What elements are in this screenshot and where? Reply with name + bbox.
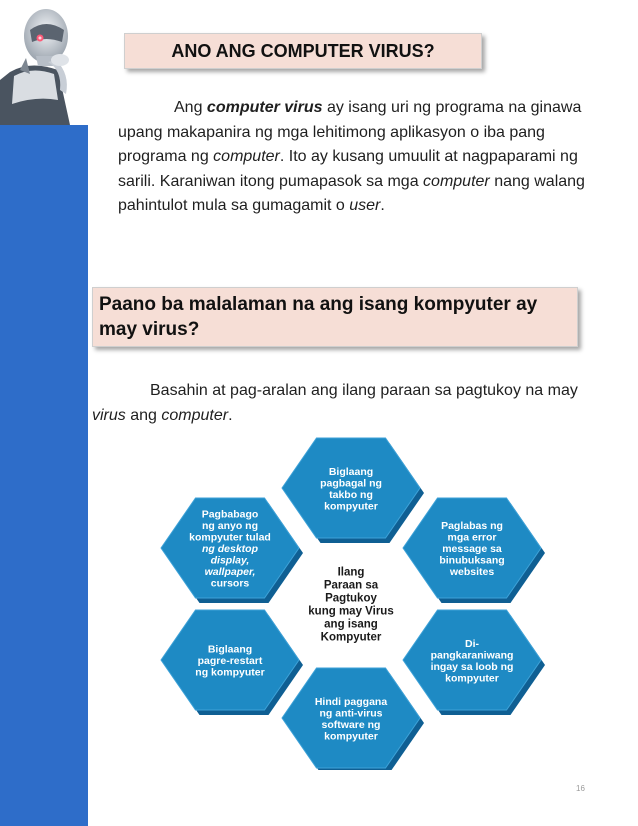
instruction-text-1: Basahin at pag-aralan ang ilang paraan sa pagtukoy na may bbox=[150, 382, 578, 399]
hexagon-label-line: ng kompyuter bbox=[195, 666, 265, 679]
hexagon-label-line: Biglaang bbox=[207, 643, 253, 656]
hexagon-label-line: kompyuter bbox=[324, 730, 378, 743]
instruction-paragraph bbox=[92, 378, 597, 428]
hexagon-label-line: message sa bbox=[442, 543, 502, 555]
center-label-line: ang isang bbox=[324, 618, 378, 631]
hexagon-label-line: ng anti-virus bbox=[319, 707, 383, 720]
hexagon-label-line: kompyuter bbox=[324, 500, 378, 513]
intro-term-computer-2: computer bbox=[423, 172, 490, 190]
hexagon-label-line: pagbagal ng bbox=[320, 477, 382, 490]
center-label-line: Kompyuter bbox=[320, 631, 382, 644]
page-title-text: ANO ANG COMPUTER VIRUS? bbox=[171, 40, 435, 61]
robot-icon bbox=[0, 0, 88, 125]
hexagon-label-line: binubuksang bbox=[439, 554, 505, 567]
hexagon-bottom bbox=[282, 668, 424, 770]
center-label bbox=[308, 567, 393, 644]
center-label-line: Pagtukoy bbox=[325, 592, 377, 605]
robot-image bbox=[0, 0, 88, 125]
hexagon-top-right bbox=[403, 498, 545, 603]
hexagon-label-line: takbo ng bbox=[329, 488, 373, 501]
instruction-term-computer: computer bbox=[161, 407, 229, 424]
section-heading bbox=[92, 287, 578, 347]
hexagon-top-left bbox=[161, 498, 303, 603]
page-title bbox=[124, 33, 482, 69]
intro-text-5: . bbox=[380, 197, 385, 214]
hexagon-label-line: mga error bbox=[447, 531, 497, 544]
hexagon-label-line: wallpaper, bbox=[204, 566, 256, 578]
instruction-term-virus: virus bbox=[92, 407, 126, 424]
hexagon-label-line: kompyuter tulad bbox=[189, 531, 271, 544]
hexagon-bottom-right bbox=[403, 610, 545, 715]
intro-paragraph bbox=[118, 96, 596, 219]
hexagon-label-line: ng anyo ng bbox=[202, 520, 258, 532]
hexagon-label-line: Pagbabago bbox=[201, 508, 259, 521]
hexagon-label-line: cursors bbox=[210, 577, 250, 590]
hexagon-label-line: pangkaraniwang bbox=[430, 649, 514, 662]
hexagon-label-line: kompyuter bbox=[445, 672, 499, 685]
section-heading-text: Paano ba malalaman na ang isang kompyuter ay may virus? bbox=[99, 294, 538, 340]
hexagon-label-line: Di- bbox=[465, 637, 479, 650]
center-label-line: Paraan sa bbox=[323, 579, 379, 592]
intro-text-3: . Ito ay kusang umuulit at nagpaparami ng sarili. Karaniwan itong pumapasok sa mga bbox=[118, 148, 578, 190]
page-number: 16 bbox=[576, 784, 585, 793]
virus-signs-diagram bbox=[150, 436, 552, 770]
hexagon-label-line: Hindi paggana bbox=[314, 695, 388, 708]
center-label-line: Ilang bbox=[337, 566, 365, 579]
instruction-text-2: ang bbox=[125, 407, 162, 424]
hexagon-top bbox=[282, 438, 424, 543]
center-label-line: kung may Virus bbox=[308, 605, 394, 618]
instruction-text-3: . bbox=[228, 407, 233, 424]
hexagon-label-line: ng desktop bbox=[201, 543, 259, 555]
intro-term-computer-1: computer bbox=[213, 148, 280, 165]
intro-text-1: Ang bbox=[174, 99, 207, 116]
hexagon-diagram bbox=[150, 436, 552, 770]
hexagon-label-line: websites bbox=[449, 566, 495, 578]
intro-term-computer-virus: computer virus bbox=[206, 99, 323, 116]
intro-term-user: user bbox=[349, 197, 381, 214]
hexagon-label-line: ingay sa loob ng bbox=[430, 660, 514, 673]
hexagon-label-line: display, bbox=[210, 554, 250, 567]
hexagon-label-line: Biglaang bbox=[328, 465, 374, 478]
hexagon-label-line: software ng bbox=[321, 718, 381, 731]
intro-text-2: ay isang uri ng programa na ginawa upang makapanira ng mga lehitimong aplikasyon o iba pang programa ng bbox=[118, 99, 582, 165]
hexagon-bottom-left bbox=[161, 610, 303, 715]
hexagon-label-line: pagre-restart bbox=[197, 655, 263, 667]
hexagon-label-line: Paglabas ng bbox=[441, 520, 503, 532]
intro-text-4: nang walang pahintulot mula sa gumagamit o bbox=[118, 172, 585, 214]
